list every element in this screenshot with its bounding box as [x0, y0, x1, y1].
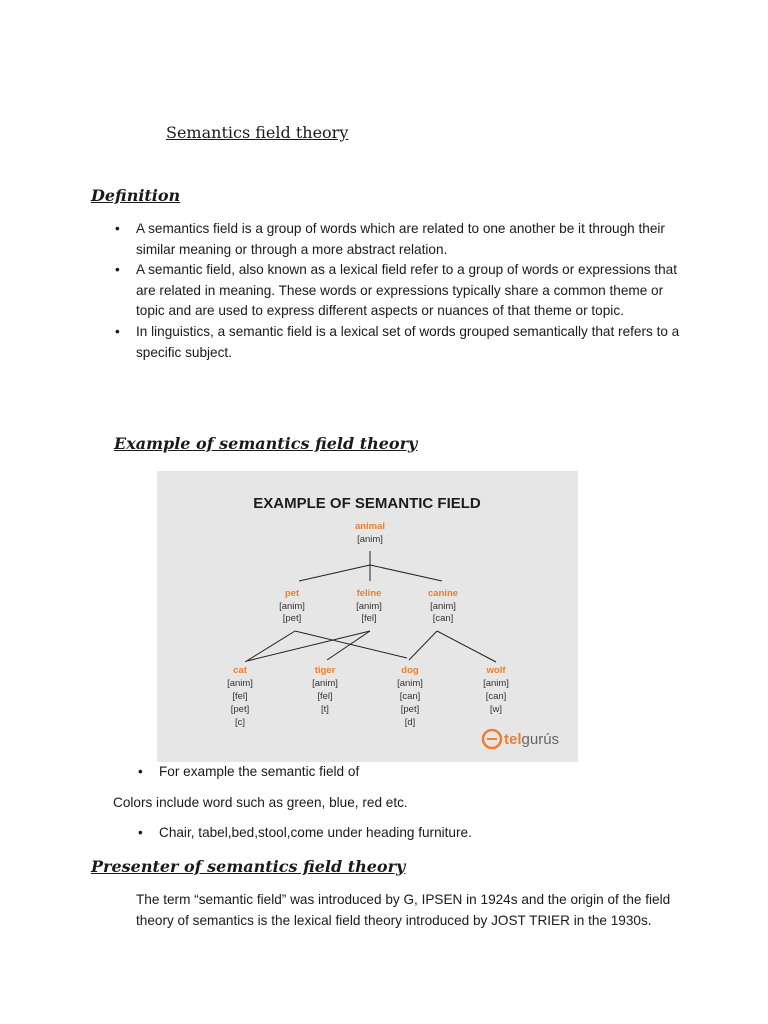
figure-title: EXAMPLE OF SEMANTIC FIELD: [253, 495, 481, 512]
node-cat-feature: [pet]: [230, 704, 250, 715]
example-bullet-1: • For example the semantic field of: [138, 762, 638, 783]
page-title: Semantics field theory: [166, 123, 349, 142]
definition-heading: Definition: [91, 186, 181, 205]
node-cat-feature: [anim]: [227, 678, 253, 689]
svg-text:telgurús: [504, 731, 559, 748]
node-tiger-feature: [fel]: [317, 691, 333, 702]
node-tiger-feature: [anim]: [312, 678, 338, 689]
node-wolf-feature: [w]: [489, 704, 503, 715]
definition-bullet-1: • A semantics field is a group of words which are related to one another be it through their similar meaning or through a more abstract relation.: [115, 219, 685, 260]
node-wolf-term: wolf: [486, 665, 506, 676]
line-feline-tiger: [327, 631, 370, 660]
line-feline-cat: [247, 631, 370, 661]
node-cat-feature: [c]: [234, 717, 246, 728]
definition-bullet-3: • In linguistics, a semantic field is a lexical set of words grouped semantically that refers to a specific subject.: [115, 322, 685, 363]
example-heading: Example of semantics field theory: [114, 434, 418, 453]
colors-line: Colors include word such as green, blue, red etc.: [113, 795, 408, 810]
node-wolf-feature: [can]: [485, 691, 507, 702]
line-canine-wolf: [437, 631, 496, 662]
node-dog-feature: [can]: [399, 691, 421, 702]
definition-bullet-2: • A semantic field, also known as a lexical field refer to a group of words or expressions that are related in meaning. These words or expressions typically share a common theme or topic and are used to express different aspects or nuances of that theme or topic.: [115, 260, 685, 322]
example-list-2: [138, 823, 638, 844]
node-canine-term: canine: [427, 588, 459, 599]
line-animal-pet: [299, 565, 370, 581]
node-cat-feature: [fel]: [232, 691, 248, 702]
node-animal-feature: [anim]: [357, 534, 383, 545]
node-animal-term: animal: [354, 521, 386, 532]
semantic-field-figure: [157, 471, 578, 762]
telgurus-logo: [483, 730, 559, 748]
semantic-field-diagram: [157, 471, 578, 762]
node-tiger-feature: [t]: [321, 704, 329, 715]
presenter-paragraph: The term “semantic field” was introduced by G, IPSEN in 1924s and the origin of the field theory of semantics is the lexical field theory introduced by JOST TRIER in the 1930s.: [136, 892, 671, 928]
line-canine-dog: [409, 631, 437, 660]
node-canine-feature: [anim]: [430, 601, 456, 612]
line-animal-canine: [370, 565, 442, 581]
node-pet-feature: [anim]: [279, 601, 305, 612]
node-dog-term: dog: [401, 665, 419, 676]
node-dog-feature: [d]: [404, 717, 416, 728]
node-pet-term: pet: [284, 588, 300, 599]
node-feline-term: feline: [356, 588, 382, 599]
example-bullet-2: • Chair, tabel,bed,stool,come under heading furniture.: [138, 823, 638, 844]
definition-list: [115, 219, 685, 363]
line-pet-dog: [295, 631, 407, 658]
node-pet-feature: [pet]: [282, 613, 302, 624]
node-canine-feature: [can]: [432, 613, 454, 624]
node-feline-feature: [anim]: [356, 601, 382, 612]
node-feline-feature: [fel]: [361, 613, 377, 624]
node-wolf-feature: [anim]: [483, 678, 509, 689]
presenter-heading: Presenter of semantics field theory: [91, 857, 406, 876]
line-pet-cat: [245, 631, 295, 662]
node-tiger-term: tiger: [314, 665, 336, 676]
node-cat-term: cat: [233, 665, 247, 676]
example-list-1: [138, 762, 638, 783]
node-dog-feature: [pet]: [400, 704, 420, 715]
logo-text-tel: tel: [504, 731, 522, 748]
node-dog-feature: [anim]: [397, 678, 423, 689]
logo-text-gurus: gurús: [521, 731, 560, 748]
